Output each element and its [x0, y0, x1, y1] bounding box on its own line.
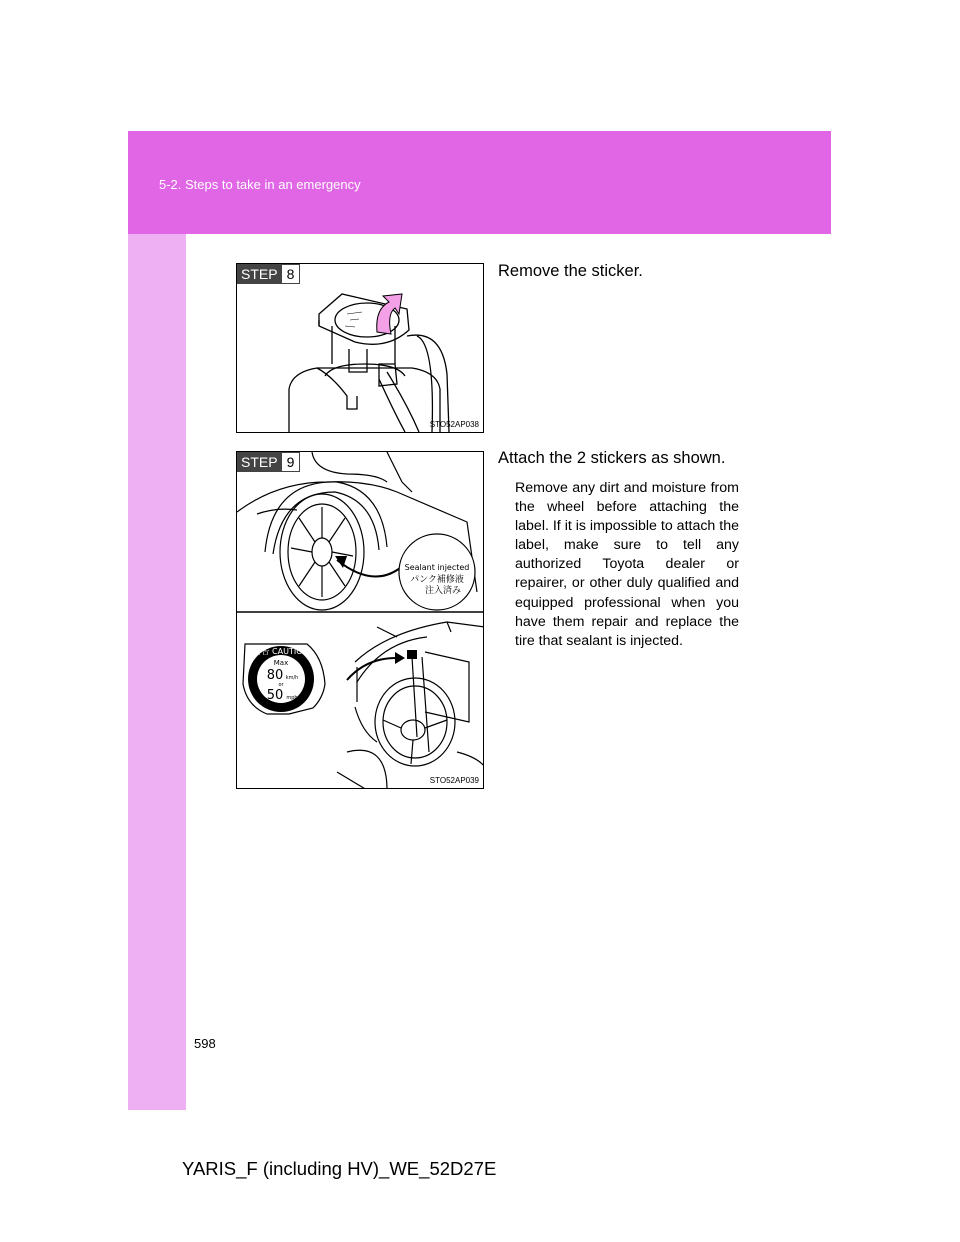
step-label: STEP — [237, 452, 282, 472]
caution-or: or — [278, 682, 284, 688]
step-number: 9 — [282, 452, 301, 472]
step-8-heading: Remove the sticker. — [498, 262, 643, 280]
side-strip — [128, 234, 186, 1110]
sealant-bottle-illustration — [237, 264, 484, 433]
sealant-sticker-line-1: Sealant injected — [404, 563, 470, 572]
caution-unit-kmh: km/h — [285, 675, 299, 681]
step-9-badge — [237, 452, 300, 472]
caution-speed-mph: 50 — [266, 688, 284, 703]
step-9-heading: Attach the 2 stickers as shown. — [498, 449, 726, 467]
step-8-badge — [237, 264, 300, 284]
caution-max: Max — [273, 659, 289, 667]
sealant-sticker-line-3: 注入済み — [424, 586, 462, 596]
page-number: 598 — [194, 1036, 216, 1051]
sealant-sticker-line-2: パンク補修液 — [410, 575, 464, 585]
step-9-note: Remove any dirt and moisture from the wheel before attaching the label. If it is impossible to attach the label, make sure to tell any authorized Toyota dealer or repairer, or other duly qualified and equipped professional when you have them repair and replace the tire that sealant is injected. — [515, 480, 739, 649]
footer-text: YARIS_F (including HV)_WE_52D27E — [182, 1158, 497, 1179]
figure-code: STO52AP038 — [429, 420, 479, 429]
sticker-placement-illustration — [237, 452, 484, 789]
section-title: 5-2. Steps to take in an emergency — [159, 177, 361, 192]
caution-unit-mph: mph — [286, 695, 298, 701]
step-label: STEP — [237, 264, 282, 284]
step-number: 8 — [282, 264, 301, 284]
caution-title: 警告 CAUTION — [253, 647, 309, 656]
figure-code: STO52AP039 — [429, 776, 479, 785]
step-8-figure — [236, 263, 484, 433]
step-9-figure — [236, 451, 484, 789]
caution-speed-kmh: 80 — [266, 668, 284, 683]
